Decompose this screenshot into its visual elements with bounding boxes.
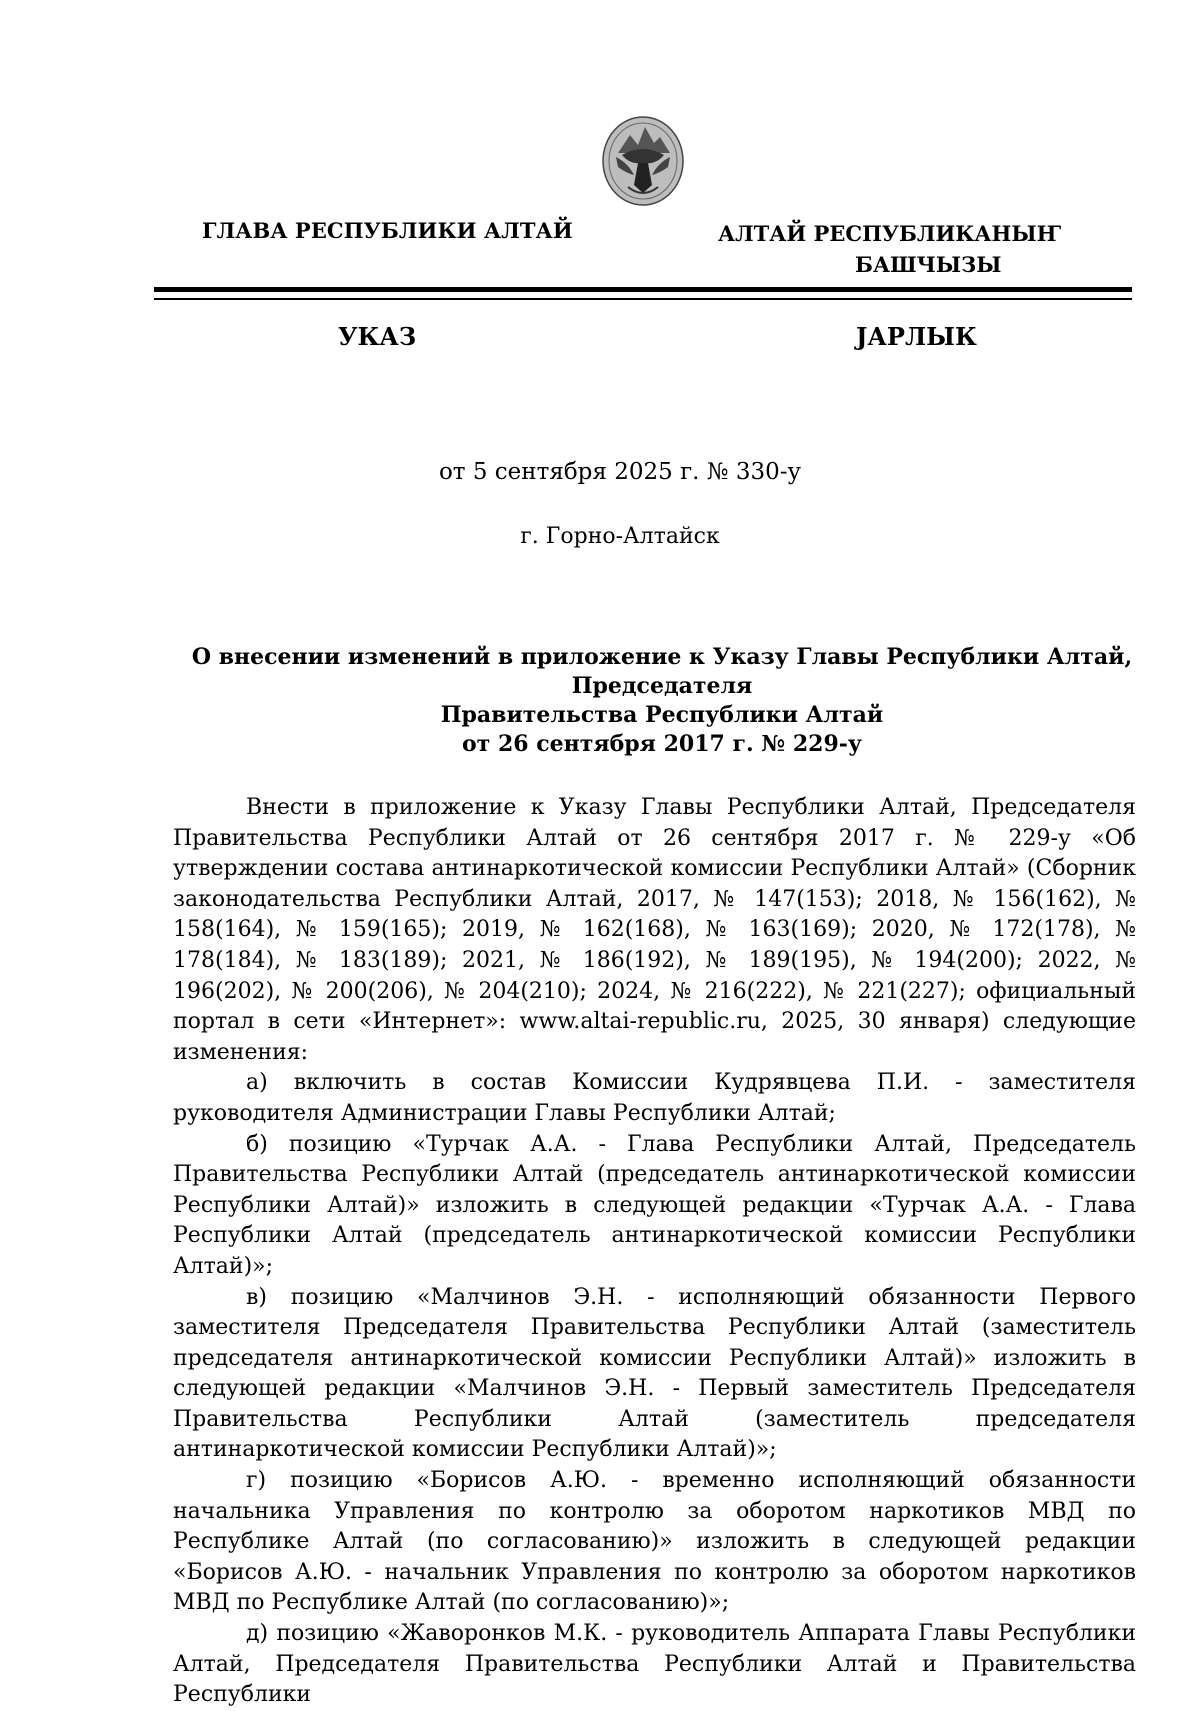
document-city: г. Горно-Алтайск bbox=[520, 524, 720, 549]
body-item-v: в) позицию «Малчинов Э.Н. - исполняющий обязанности Первого заместителя Председателя Правительства Республики Алтай (заместитель председателя антинаркотической комиссии Республики Алтай)» изложить в следующей редакции «Малчинов Э.Н. - Первый заместитель Председателя Правительства Республики Алтай (заместитель председателя антинаркотической комиссии Республики Алтай)»; bbox=[173, 1284, 1136, 1463]
header-divider-thin bbox=[154, 298, 1132, 300]
subject-line-3: от 26 сентября 2017 г. № 229-у bbox=[462, 731, 862, 757]
issuer-title-altai-line2: БАШЧЫЗЫ bbox=[855, 252, 1002, 277]
issuer-title-altai bbox=[718, 218, 1128, 280]
document-body bbox=[173, 793, 1136, 1711]
issuer-title-altai-line1: АЛТАЙ РЕСПУБЛИКАНЫҤ bbox=[718, 221, 1062, 246]
document-date-number: от 5 сентября 2025 г. № 330-у bbox=[438, 459, 802, 485]
body-item-a: а) включить в состав Комиссии Кудрявцева П.И. - заместителя руководителя Администрации Главы Республики Алтай; bbox=[173, 1070, 1136, 1126]
issuer-title-russian: ГЛАВА РЕСПУБЛИКИ АЛТАЙ bbox=[202, 218, 573, 243]
body-item-b: б) позицию «Турчак А.А. - Глава Республики Алтай, Председатель Правительства Республики Алтай (председатель антинаркотической комиссии Республики Алтай)» изложить в следующей редакции «Турчак А.А. - Глава Республики Алтай (председатель антинаркотической комиссии Республики Алтай)»; bbox=[173, 1131, 1136, 1279]
body-intro-paragraph: Внести в приложение к Указу Главы Республики Алтай, Председателя Правительства Республики Алтай от 26 сентября 2017 г. № 229-у «Об утверждении состава антинаркотической комиссии Республики Алтай» (Сборник законодательства Республики Алтай, 2017, № 147(153); 2018, № 156(162), № 158(164), № 159(165); 2019, № 162(168), № 163(169); 2020, № 172(178), № 178(184), № 183(189); 2021, № 186(192), № 189(195), № 194(200); 2022, № 196(202), № 200(206), № 204(210); 2024, № 216(222), № 221(227); официальный портал в сети «Интернет»: www.altai-republic.ru, 2025, 30 января) следующие изменения: bbox=[173, 795, 1136, 1065]
body-item-g: г) позицию «Борисов А.Ю. - временно исполняющий обязанности начальника Управления по контролю за оборотом наркотиков МВД по Республике Алтай (по согласованию)» изложить в следующей редакции «Борисов А.Ю. - начальник Управления по контролю за оборотом наркотиков МВД по Республике Алтай (по согласованию)»; bbox=[173, 1468, 1136, 1616]
body-item-d: д) позицию «Жаворонков М.К. - руководитель Аппарата Главы Республики Алтай, Председателя Правительства Республики Алтай и Правительства Республики bbox=[173, 1621, 1136, 1708]
subject-line-1: О внесении изменений в приложение к Указу Главы Республики Алтай, Председателя bbox=[191, 644, 1133, 699]
coat-of-arms-emblem bbox=[598, 113, 688, 213]
document-subject bbox=[150, 643, 1134, 759]
subject-line-2: Правительства Республики Алтай bbox=[440, 702, 884, 728]
header-divider-thick bbox=[154, 287, 1132, 292]
document-type-russian: УКАЗ bbox=[338, 322, 417, 351]
document-type-altai: ЈАРЛЫК bbox=[856, 322, 977, 351]
